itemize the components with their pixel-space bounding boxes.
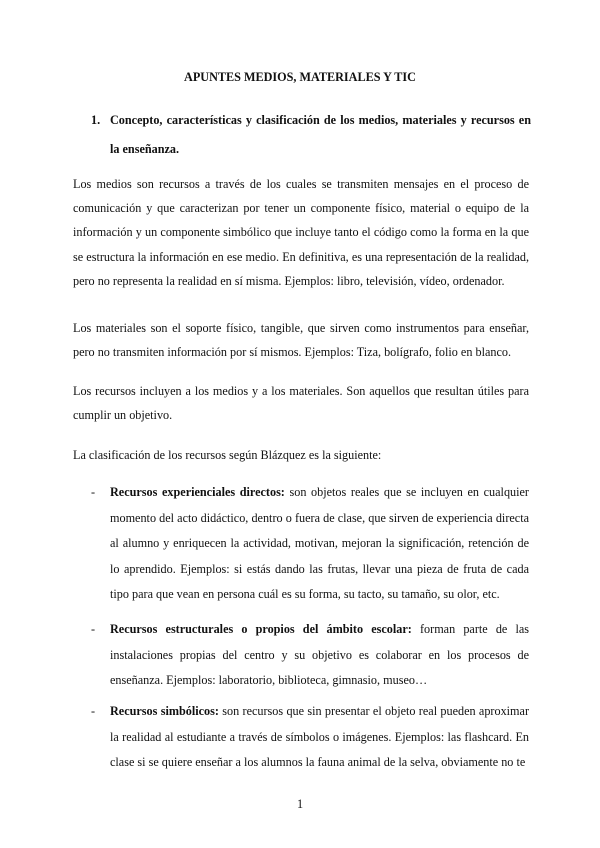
list-item (91, 617, 529, 694)
list-item (91, 699, 529, 776)
list-item (91, 480, 529, 608)
list-item-term: Recursos experienciales directos: (110, 485, 285, 499)
list-marker: - (91, 485, 96, 499)
section-number: 1. (91, 113, 101, 127)
list-item-text: son objetos reales que se incluyen en cualquier momento del acto didáctico, dentro o fuera de clase, que sirven de experiencia directa al alumno y enriquecen la actividad, motivan, mejoran la significación, retención de lo aprendido. Ejemplos: si estás dando las frutas, llevar una pieza de fruta de cada tipo para que vean en persona cuál es su forma, su tacto, su tamaño, su olor, etc. (110, 485, 529, 601)
paragraph-clasificacion: La clasificación de los recursos según Blázquez es la siguiente: (73, 448, 382, 462)
list-item-body (110, 699, 529, 776)
section-heading (91, 106, 531, 164)
list-item-body (110, 480, 529, 608)
list-item-term: Recursos estructurales o propios del ámbito escolar: (110, 622, 412, 636)
paragraph-materiales: Los materiales son el soporte físico, tangible, que sirven como instrumentos para enseñar, pero no transmiten información por sí mismos. Ejemplos: Tiza, bolígrafo, folio en blanco. (73, 321, 529, 360)
list-marker: - (91, 622, 96, 636)
paragraph-medios: Los medios son recursos a través de los cuales se transmiten mensajes en el proceso de comunicación y que caracterizan por tener un componente físico, material o equipo de la información y un componente simbólico que incluye tanto el código como la forma en la que se estructura la información en ese medio. En definitiva, es una representación de la realidad, pero no representa la realidad en sí misma. Ejemplos: libro, televisión, vídeo, ordenador. (73, 177, 529, 288)
list-item-text: forman parte de las instalaciones propias del centro y su objetivo es colaborar en los procesos de enseñanza. Ejemplos: laboratorio, biblioteca, gimnasio, museo… (110, 622, 530, 687)
list-marker: - (91, 704, 96, 718)
list-item-term: Recursos simbólicos: (110, 704, 219, 718)
document-title: APUNTES MEDIOS, MATERIALES Y TIC (184, 70, 416, 84)
section-heading-text: Concepto, características y clasificación de los medios, materiales y recursos en la enseñanza. (110, 113, 531, 156)
list-item-text: son recursos que sin presentar el objeto real pueden aproximar la realidad al estudiante a través de símbolos o imágenes. Ejemplos: las flashcard. En clase si se quiere enseñar a los alumnos la fauna animal de la selva, obviamente no te (110, 704, 529, 769)
page-number: 1 (296, 797, 304, 811)
list-item-body (110, 617, 529, 694)
paragraph-recursos: Los recursos incluyen a los medios y a los materiales. Son aquellos que resultan útiles para cumplir un objetivo. (73, 384, 529, 423)
